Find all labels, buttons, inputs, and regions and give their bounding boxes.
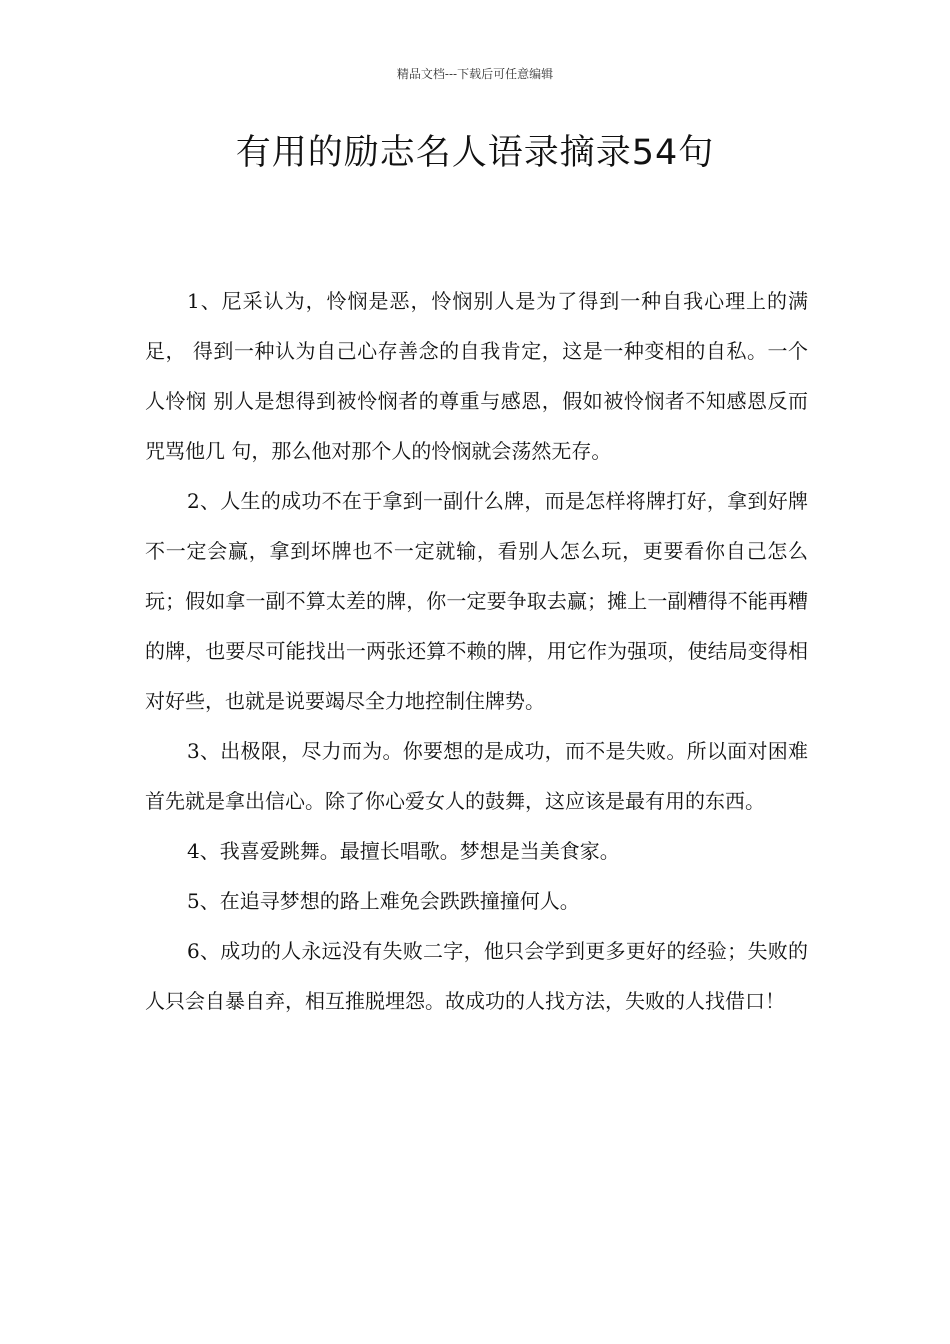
- paragraph-3: 3、出极限，尽力而为。你要想的是成功，而不是失败。所以面对困难首先就是拿出信心。除了你心爱女人的鼓舞，这应该是最有用的东西。: [145, 739, 808, 813]
- document-body: [145, 276, 808, 1026]
- paragraph-2: 2、人生的成功不在于拿到一副什么牌，而是怎样将牌打好，拿到好牌不一定会赢，拿到坏牌也不一定就输，看别人怎么玩，更要看你自己怎么玩；假如拿一副不算太差的牌，你一定要争取去赢；摊上一副糟得不能再糟的牌，也要尽可能找出一两张还算不赖的牌，用它作为强项，使结局变得相对好些，也就是说要竭尽全力地控制住牌势。: [145, 489, 808, 713]
- header-note: 精品文档---下载后可任意编辑: [396, 67, 554, 81]
- paragraph-5: 5、在追寻梦想的路上难免会跌跌撞撞何人。: [187, 889, 580, 913]
- paragraph-6: 6、成功的人永远没有失败二字，他只会学到更多更好的经验；失败的人只会自暴自弃，相互推脱埋怨。故成功的人找方法，失败的人找借口！: [145, 939, 808, 1013]
- document-title: 有用的励志名人语录摘录54句: [235, 133, 715, 173]
- paragraph-4: 4、我喜爱跳舞。最擅长唱歌。梦想是当美食家。: [187, 839, 620, 863]
- paragraph-1: 1、尼采认为，怜悯是恶，怜悯别人是为了得到一种自我心理上的满足， 得到一种认为自己心存善念的自我肯定，这是一种变相的自私。一个人怜悯 别人是想得到被怜悯者的尊重与感恩，假如被怜悯者不知感恩反而咒骂他几 句，那么他对那个人的怜悯就会荡然无存。: [145, 289, 808, 463]
